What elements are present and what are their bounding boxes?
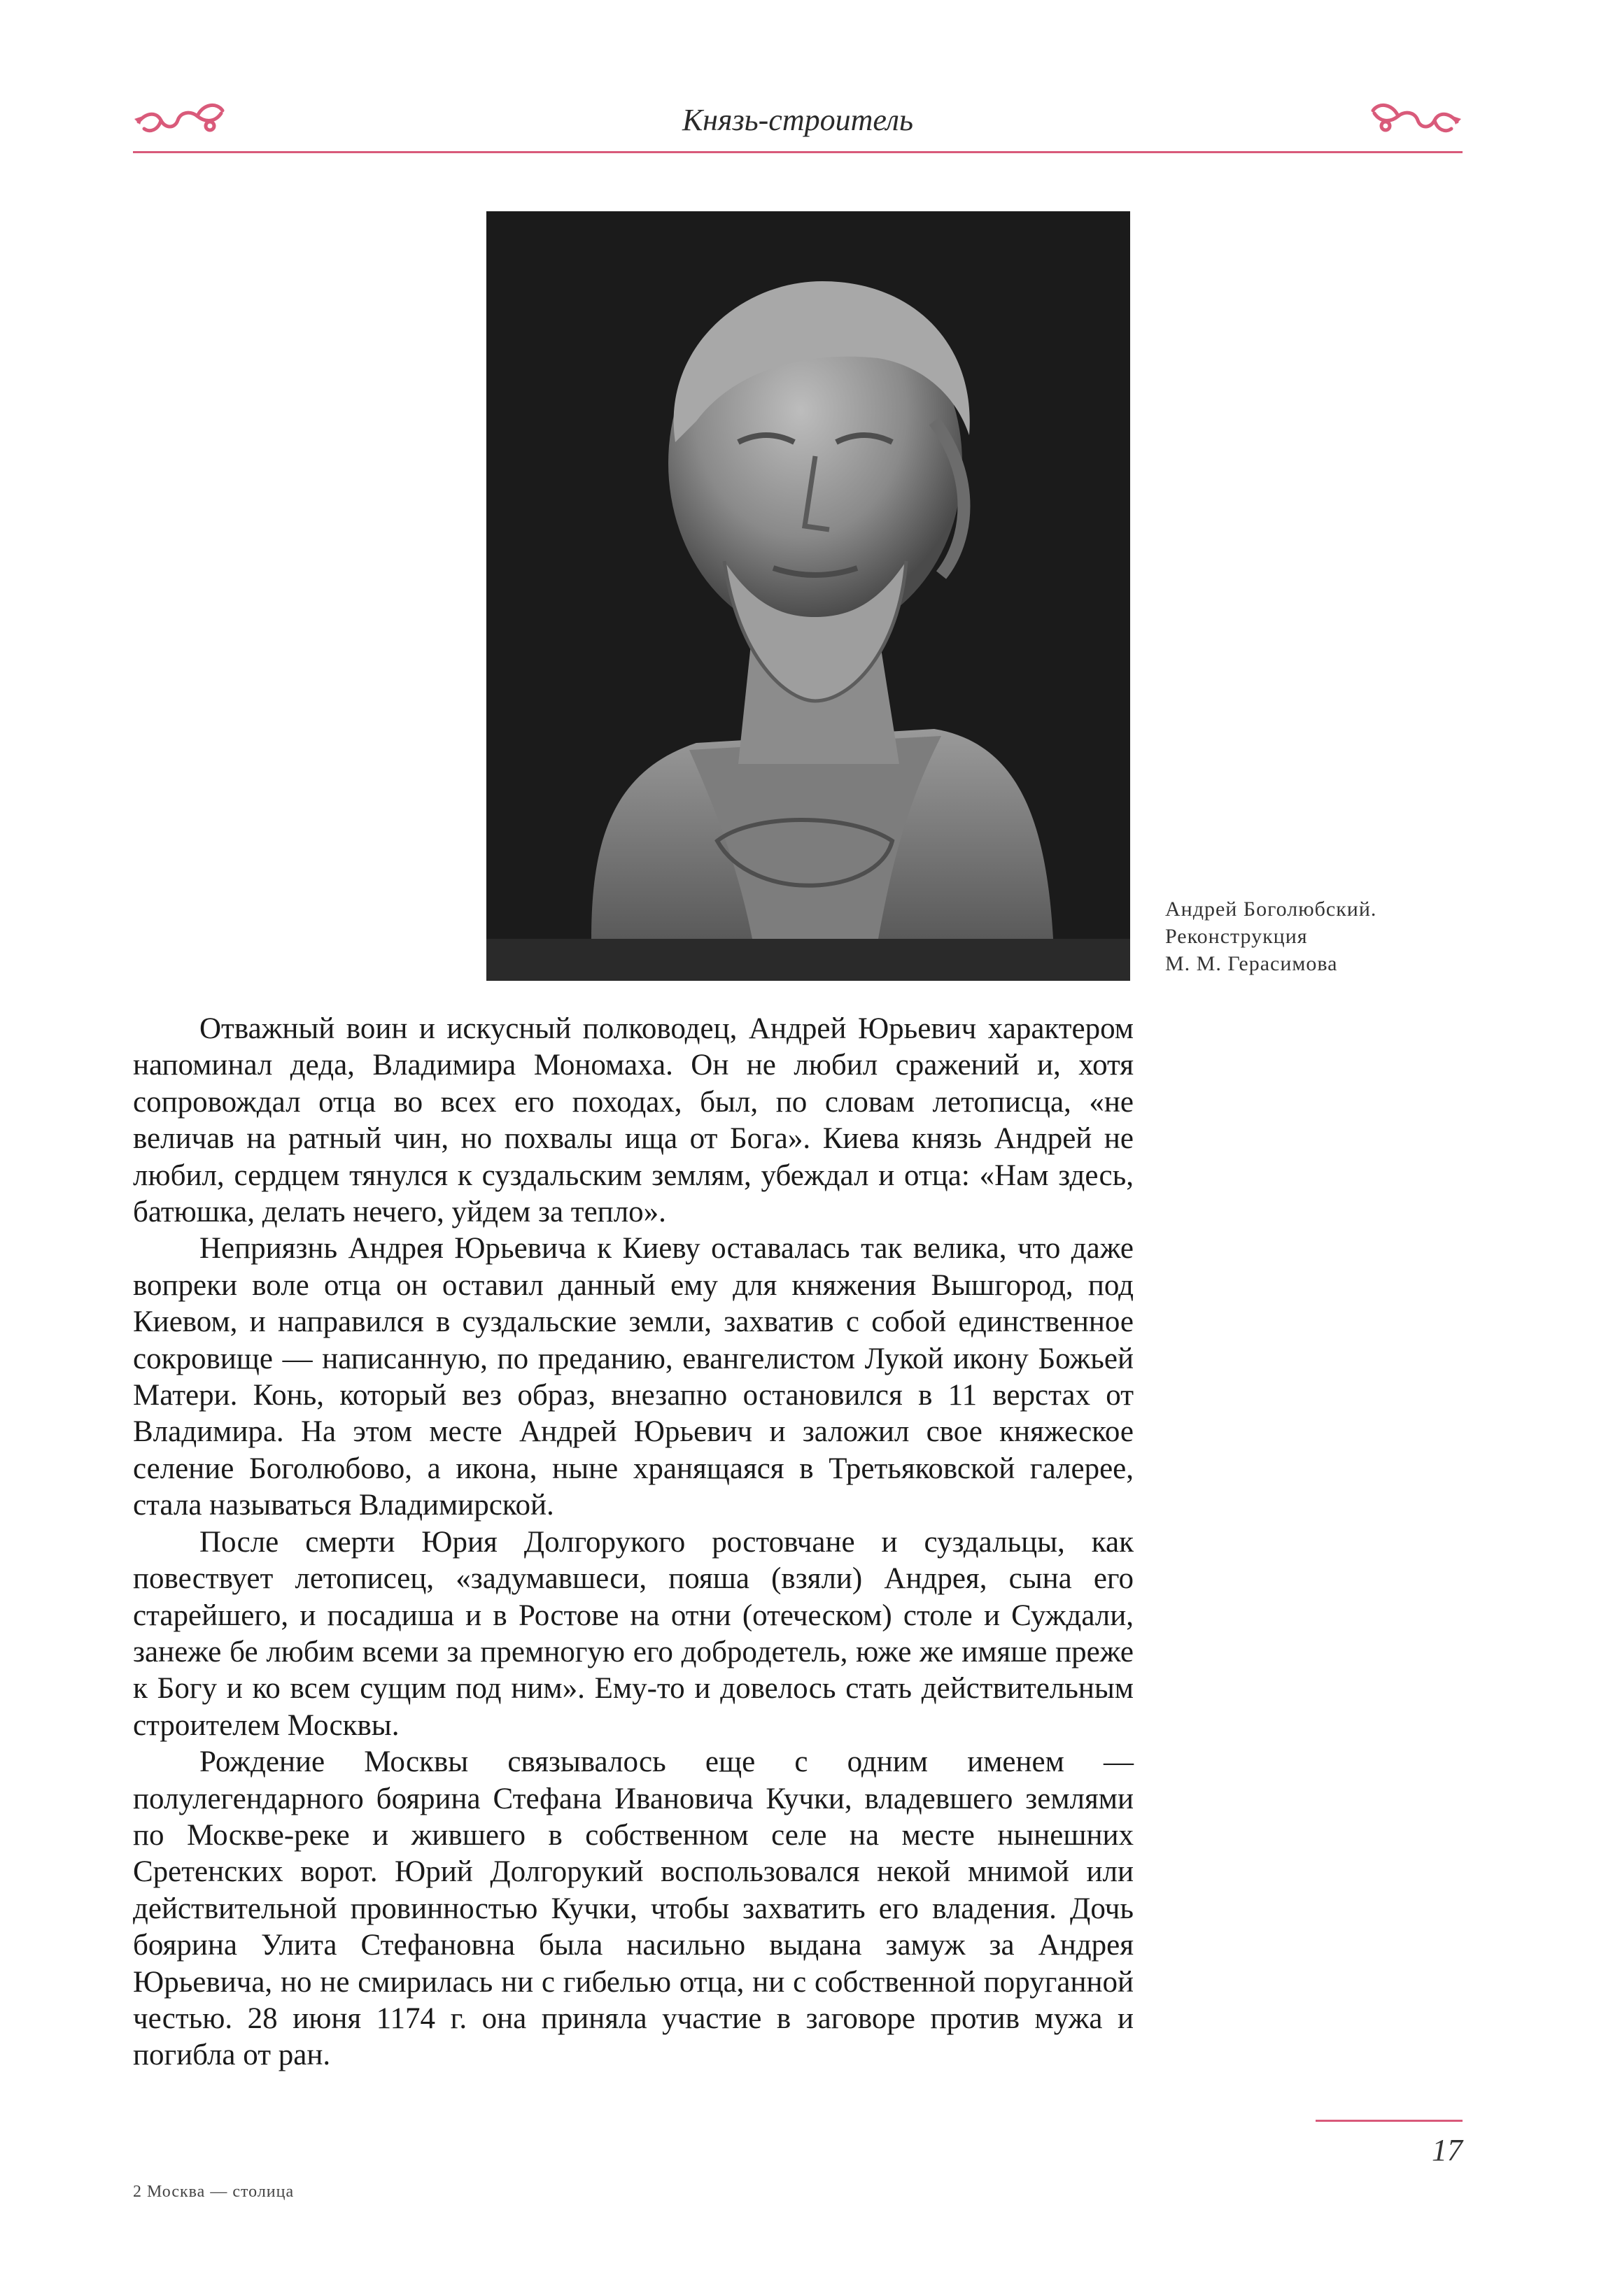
printer-signature: 2 Москва — столица bbox=[133, 2183, 295, 2201]
caption-line: М. М. Герасимова bbox=[1165, 952, 1338, 975]
running-header bbox=[133, 98, 1463, 161]
ornament-right-icon bbox=[1365, 98, 1463, 140]
page-number: 17 bbox=[1432, 2133, 1463, 2167]
bust-sculpture-image bbox=[486, 211, 1130, 981]
paragraph: После смерти Юрия Долгорукого ростовчане и суздальцы, как повествует летописец, «задумавшеси, пояша (взяли) Андрея, сына его старейшего, и посадиша и в Ростове на отни (отеческом) столе и Суждали, занеже бе любим всеми за премногую его добродетель, юже же имяше преже к Богу и ко всем сущим под ним». Ему-то и довелось стать действительным строителем Москвы. bbox=[133, 1525, 1134, 1742]
portrait-photo bbox=[486, 211, 1130, 981]
paragraph: Рождение Москвы связывалось еще с одним именем — полулегендарного боярина Стефана Ивановича Кучки, владевшего землями по Москве-реке и жившего в собственном селе на месте нынешних Сретенских ворот. Юрий Долгорукий воспользовался некой мнимой или действительной провинностью Кучки, чтобы захватить его владения. Дочь боярина Улита Стефановна была насильно выдана замуж за Андрея Юрьевича, но не смирилась ни с гибелью отца, ни с собственной поруганной честью. 28 июня 1174 г. она приняла участие в заговоре против мужа и погибла от ран. bbox=[133, 1745, 1134, 2072]
body-text bbox=[133, 1011, 1134, 2074]
header-rule bbox=[133, 151, 1463, 153]
caption-line: Андрей Боголюбский. bbox=[1165, 898, 1377, 921]
running-title: Князь-строитель bbox=[682, 103, 914, 137]
figure-caption bbox=[1165, 895, 1459, 977]
page-number-rule bbox=[1316, 2120, 1463, 2122]
paragraph: Неприязнь Андрея Юрьевича к Киеву оставалась так велика, что даже вопреки воле отца он оставил данный ему для княжения Вышгород, под Киевом, и направился в суздальские земли, захватив с собой единственное сокровище — написанную, по преданию, евангелистом Лукой икону Божьей Матери. Конь, который вез образ, внезапно остановился в 11 верстах от Владимира. На этом месте Андрей Юрьевич и заложил свое княжеское селение Боголюбово, а икона, ныне хранящаяся в Третьяковской галерее, стала называться Владимирской. bbox=[133, 1232, 1134, 1522]
paragraph: Отважный воин и искусный полководец, Андрей Юрьевич характером напоминал деда, Владимира Мономаха. Он не любил сражений и, хотя сопровождал отца во всех его походах, был, по словам летописца, «не величав на ратный чин, но похвалы ища от Бога». Киева князь Андрей не любил, сердцем тянулся к суздальским землям, убеждал и отца: «Нам здесь, батюшка, делать нечего, уйдем за тепло». bbox=[133, 1012, 1134, 1229]
caption-line: Реконструкция bbox=[1165, 925, 1308, 948]
